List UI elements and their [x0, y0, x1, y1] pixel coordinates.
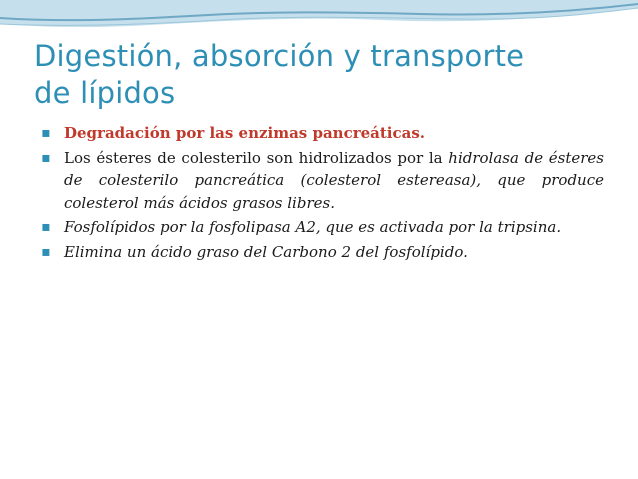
slide-title	[34, 38, 614, 112]
bullet-list	[36, 122, 604, 265]
bullet-text: Fosfolípidos por la fosfolipasa A2, que es activada por la tripsina.	[64, 218, 562, 236]
title-line-1: Digestión, absorción y transporte	[34, 39, 525, 73]
bullet-item	[36, 122, 604, 145]
title-line-2: de lípidos	[34, 76, 176, 110]
bullet-text-italic: hidrolasa de ésteres de colesterilo pancreática (colesterol estereasa), que produce colesterol más ácidos grasos libres.	[64, 148, 604, 212]
bullet-text: Los ésteres de colesterilo son hidrolizados por la	[64, 148, 449, 167]
bullet-item	[36, 241, 604, 264]
bullet-text-heading: Degradación por las enzimas pancreáticas.	[64, 124, 426, 142]
decorative-wave-header	[0, 0, 638, 40]
bullet-item	[36, 216, 604, 239]
square-bullet-icon: ▪	[41, 219, 51, 235]
bullet-item	[36, 147, 604, 215]
bullet-text: Elimina un ácido graso del Carbono 2 del fosfolípido.	[64, 242, 468, 261]
square-bullet-icon: ▪	[41, 149, 51, 166]
square-bullet-icon: ▪	[41, 243, 51, 260]
square-bullet-icon: ▪	[41, 125, 51, 141]
wave-light-band	[0, 0, 638, 27]
